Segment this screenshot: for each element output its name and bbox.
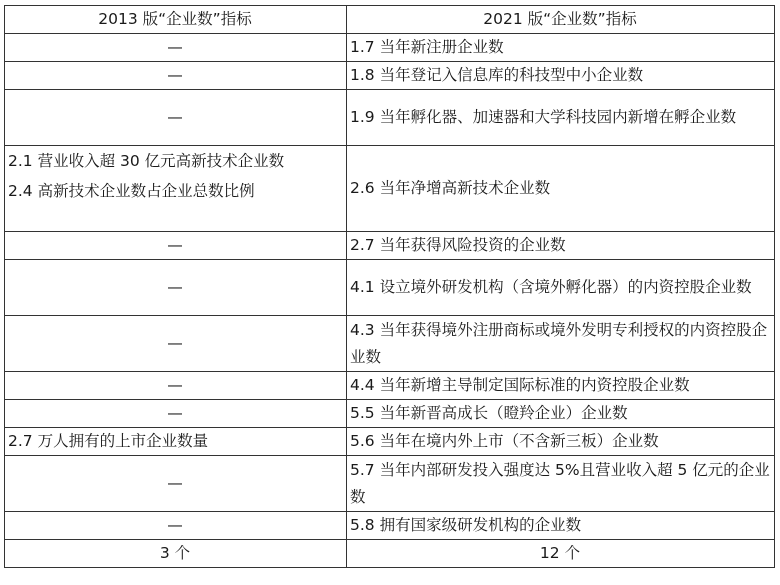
cell-2021: 5.8 拥有国家级研发机构的企业数 xyxy=(347,512,775,540)
table-row xyxy=(5,400,775,428)
table-row xyxy=(5,372,775,400)
indicator-comparison-table xyxy=(4,5,775,568)
total-2021: 12 个 xyxy=(347,540,775,568)
cell-2021: 4.4 当年新增主导制定国际标准的内资控股企业数 xyxy=(347,372,775,400)
cell-2013: — xyxy=(5,34,347,62)
cell-2013-line: 2.1 营业收入超 30 亿元高新技术企业数 xyxy=(8,152,285,170)
cell-2021: 4.1 设立境外研发机构（含境外孵化器）的内资控股企业数 xyxy=(347,260,775,316)
table-row xyxy=(5,316,775,372)
header-2021: 2021 版“企业数”指标 xyxy=(347,6,775,34)
cell-2021: 2.6 当年净增高新技术企业数 xyxy=(347,146,775,232)
cell-2013: — xyxy=(5,400,347,428)
header-2013: 2013 版“企业数”指标 xyxy=(5,6,347,34)
cell-2021: 5.5 当年新晋高成长（瞪羚企业）企业数 xyxy=(347,400,775,428)
header-row xyxy=(5,6,775,34)
cell-2021: 2.7 当年获得风险投资的企业数 xyxy=(347,232,775,260)
table-row xyxy=(5,428,775,456)
cell-2013: — xyxy=(5,316,347,372)
cell-2021: 1.9 当年孵化器、加速器和大学科技园内新增在孵企业数 xyxy=(347,90,775,146)
table-row xyxy=(5,146,775,232)
cell-2013-line: 2.4 高新技术企业数占企业总数比例 xyxy=(8,182,255,200)
cell-2021: 1.7 当年新注册企业数 xyxy=(347,34,775,62)
cell-2013: — xyxy=(5,456,347,512)
cell-2013: — xyxy=(5,232,347,260)
totals-row xyxy=(5,540,775,568)
cell-2013: — xyxy=(5,90,347,146)
cell-2021: 4.3 当年获得境外注册商标或境外发明专利授权的内资控股企业数 xyxy=(347,316,775,372)
cell-2021: 1.8 当年登记入信息库的科技型中小企业数 xyxy=(347,62,775,90)
table-row xyxy=(5,34,775,62)
cell-2013: — xyxy=(5,260,347,316)
cell-2013: — xyxy=(5,372,347,400)
table-row xyxy=(5,456,775,512)
table-row xyxy=(5,90,775,146)
cell-2013-multi xyxy=(5,146,347,232)
cell-2013: — xyxy=(5,62,347,90)
cell-2021: 5.6 当年在境内外上市（不含新三板）企业数 xyxy=(347,428,775,456)
cell-2021: 5.7 当年内部研发投入强度达 5%且营业收入超 5 亿元的企业数 xyxy=(347,456,775,512)
table-row xyxy=(5,260,775,316)
cell-2013: — xyxy=(5,512,347,540)
table-row xyxy=(5,512,775,540)
table-row xyxy=(5,232,775,260)
total-2013: 3 个 xyxy=(5,540,347,568)
table-row xyxy=(5,62,775,90)
cell-2013: 2.7 万人拥有的上市企业数量 xyxy=(5,428,347,456)
